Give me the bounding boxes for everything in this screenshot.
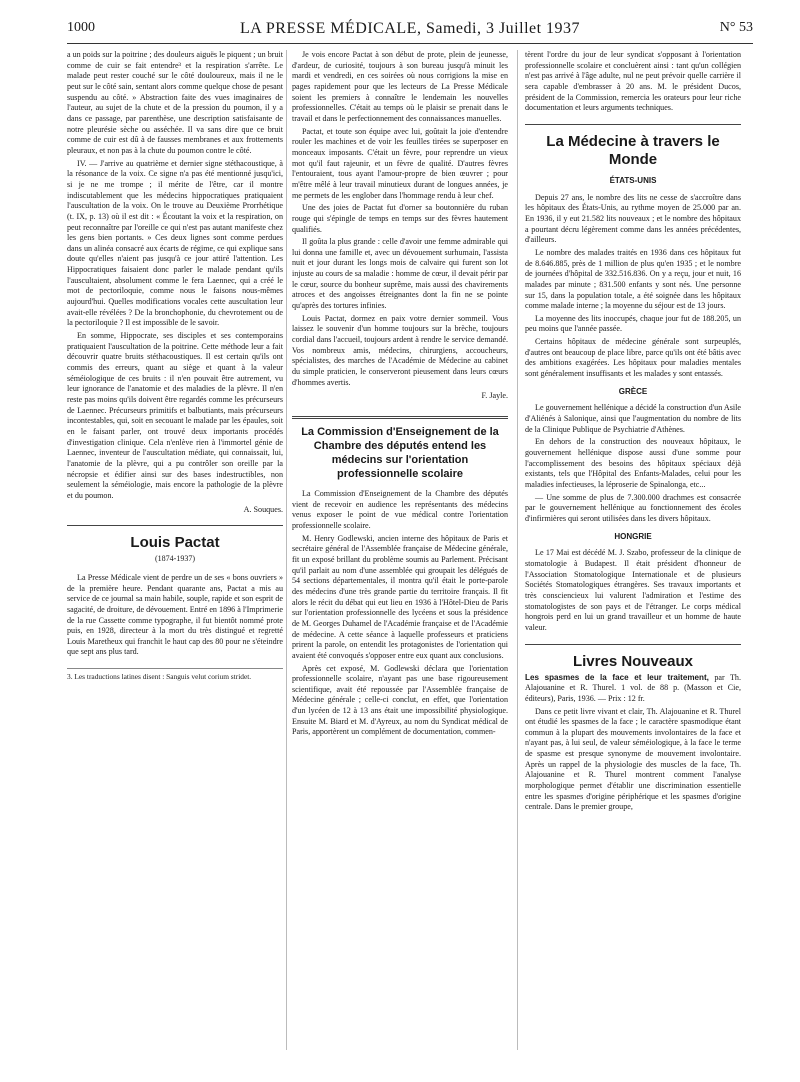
country-heading-usa: ÉTATS-UNIS	[609, 175, 657, 185]
issue-number: N° 53	[719, 20, 753, 35]
author-signature: A. Souques.	[243, 504, 283, 514]
country-heading-greece: GRÈCE	[618, 386, 648, 396]
commission-heading: La Commission d'Enseignement de la Chambre des députés entend les médecins sur l'orientation professionnelle scolaire	[301, 426, 499, 480]
paragraph: La Presse Médicale vient de perdre un de ses « bons ouvriers » de la première heure. Pendant quarante ans, Pactat a mis au service de ce journal sa main habile, souple, rapide et son esprit de sagacité, de droiture, de dévouement. Entré en 1896 à l'Imprimerie de la rue Cassette comme typographe, il fut bientôt nommé prote puis, en 1928, directeur à la mort du très distingué et regretté Louis Maretheux qui franchit le haut cap des 80 pour ne s'éteindre que sept ans plus tard.	[67, 572, 283, 657]
book-title: Les spasmes de la face et leur traitement,	[525, 672, 709, 682]
paragraph: Pactat, et toute son équipe avec lui, goûtait la joie d'entendre rouler les machines et de voir les feuilles tirées se superposer en monceaux imposants. C'était un fèvre, pour reprendre un vieux mot qu'il faut rajeunir, et un fèvre de qualité. D'autres fèvres l'entouraient, tous ayant l'amour-propre de bien œuvrer ; pour m'être mêlé à leur travail minutieux durant de longues années, je me permets de les englober dans l'hommage rendu à leur chef.	[292, 126, 508, 200]
paragraph: Après cet exposé, M. Godlewski déclara que l'orientation professionnelle scolaire, n'ayant pas une base rigoureusement scientifique, avait été repoussée par l'Assemblée française de Médecine générale ; celle-ci conclut, en effet, que l'orientation d'un lycéen de 12 à 13 ans était une impossibilité physiologique. Ensuite M. Biard et M. d'Ayreux, au nom du Syndicat médical de Paris, apportèrent un complément de documentation, commen-	[292, 663, 508, 737]
livres-heading: Livres Nouveaux	[572, 652, 694, 670]
book-entry	[525, 673, 741, 705]
author-signature: F. Jayle.	[481, 391, 508, 401]
column-1	[67, 50, 283, 684]
paragraph: IV. — J'arrive au quatrième et dernier signe stéthacoustique, à la résonance de la voix. Ce signe n'a pas été mentionné jusqu'ici, si je ne me trompe ; il mérite de l'être, car il montre indiscutablement que les médecins hippocratiques pratiquaient l'auscultation de la voix. On le trouve au Deuxième Prorrhétique (t. IX, p. 13) où il est dit : « Écoutant la voix et la respiration, on peut reconnaître par l'oreille ce qui n'est pas autant manifeste chez les gens bien portants. » Ces deux lignes sont comme perdues dans un alinéa consacré aux écarts de régime, ce qui explique sans doute qu'elles n'aient pas jusqu'à ce jour attiré l'attention. Les Hippocratiques faisaient donc parler le malade pendant qu'ils l'auscultaient, absolument comme le fera Laennec, qui a créé le mot de pectoriloquie, comme nous le faisons nous-mêmes aujourd'hui. Quelles modifications vocales cette auscultation leur avait-elle révélées ? De la bronchophonie, du chevrotement ou de la pectoriloquie ? Il est impossible de le savoir.	[67, 158, 283, 328]
page-number: 1000	[67, 20, 95, 35]
column-divider	[517, 50, 518, 1050]
obituary-dates: (1874-1937)	[155, 554, 195, 564]
paragraph: La moyenne des lits inoccupés, chaque jour fut de 188.205, un peu moins que l'année passée.	[525, 313, 741, 334]
paragraph: Dans ce petit livre vivant et clair, Th. Alajouanine et R. Thurel ont étudié les spasmes de la face ; le caractère spasmodique étant commun à la plupart des mouvements involontaires de la face et n'ayant pas, à lui seul, de valeur séméiologique, à la face le terme de spasme est presque synonyme de mouvement involontaire. Après un rappel de la physiologie des muscles de la face, Th. Alajouanine et R. Thurel montrent comment l'analyse morphologique permet d'établir une discrimination essentielle entre les spasmes d'origine périphérique et les spasmes d'origine centrale. Dans le premier groupe,	[525, 706, 741, 812]
paragraph: Certains hôpitaux de médecine générale sont surpeuplés, d'autres ont beaucoup de place libre, parce qu'ils ont été bâtis avec des ambitions exagérées. Les hôpitaux pour maladies mentales sont généralement insuffisants et les malades y sont entassés.	[525, 337, 741, 379]
paragraph: Il goûta la plus grande : celle d'avoir une femme admirable qui lui donna une famille et, avec un dévouement surhumain, l'assista nuit et jour durant les longs mois de calvaire qui furent son lot injuste au cours de sa maladie : homme de cœur, il devait périr par le cœur, source du bonheur suprême, mais aussi des chavirements atroces et des angoisses étreignantes dont la fin ne se pointe qu'après des tortures infinies.	[292, 237, 508, 311]
paragraph: Une des joies de Pactat fut d'orner sa boutonnière du ruban rouge qui s'épingle de temps en temps sur des fèvres hautement qualifiés.	[292, 203, 508, 234]
paragraph: En somme, Hippocrate, ses disciples et ses contemporains pratiquaient l'auscultation de la poitrine. Cette méthode leur a fait découvrir quatre bruits stéthacoustiques. Il est certain qu'ils ont commis des erreurs, quant au siège et quant à la valeur séméiologique de ces bruits : il n'en pouvait être autrement, vu leur ignorance de l'anatomie et des maladies de la plèvre. Il n'en reste pas moins qu'ils doivent être regardés comme les précurseurs de Laennec. Précurseurs primitifs et balbutiants, mais précurseurs incontestables, qui, soit en secouant le malade par les épaules, soit en le faisant parler, ont trouvé deux importants procédés d'investigation clinique. Cela n'enlève rien à l'immortel génie de Laennec, inventeur de l'auscultation médiate, qui connaissait, lui, l'anatomie de la plèvre, qui a pu contrôler son oreille par la nécropsie et édifier ainsi sur des bases indestructibles, non seulement la séméiologie, mais encore la pathologie de la plèvre et du poumon.	[67, 331, 283, 500]
paragraph: M. Henry Godlewski, ancien interne des hôpitaux de Paris et secrétaire général de l'Assemblée française de Médecine générale, fit un exposé brillant du problème soumis au Parlement. Précisant qu'il parlait au nom d'une assemblée qui groupait les délégués de 54 sections départementales, il montra qu'il était le porte-parole des médecins d'une très grande partie du territoire français. Il fit alors le récit du débat qui eut lieu en 1936 à l'Hôtel-Dieu de Paris sur l'orientation professionnelle des lycéens et sous la présidence de M. Georges Duhamel de l'Académie française et de l'Académie de médecine. A cette séance à laquelle professeurs et praticiens prirent la parole, on entendit les protagonistes de l'orientation qui avaient été convoqués s'opposer entre eux quant aux conclusions.	[292, 533, 508, 660]
country-heading-hungary: HONGRIE	[614, 531, 652, 541]
column-divider	[286, 50, 287, 1050]
monde-heading: La Médecine à travers le Monde	[546, 132, 720, 168]
paragraph: tèrent l'ordre du jour de leur syndicat s'opposant à l'orientation professionnelle scolaire et concluèrent ainsi : tant qu'un collégien n'est pas arrivé à l'âge adulte, nul ne peut prévoir quelle carrière il sera capable d'embrasser à 20 ans. M. le président Ducos, président de la Commission, remercia les orateurs pour leur riche documentation et leurs arguments techniques.	[525, 50, 741, 113]
paragraph: Je vois encore Pactat à son début de prote, plein de jeunesse, d'ardeur, de curiosité, toujours à son bureau jusqu'à minuit les mardi et vendredi, en ces soirées où nous corrigions la mise en pages rapidement pour que les lecteurs de La Presse Médicale soient les premiers à connaître le lendemain les nouvelles professionnelles. C'était au temps où le plaisir se prenait dans le travail et dans le perfectionnement des connaissances manuelles.	[292, 50, 508, 123]
paragraph: Le 17 Mai est décédé M. J. Szabo, professeur de la clinique de stomatologie à Budapest. Il était président d'honneur de l'Association Stomatologique Internationale et de plusieurs Sociétés Stomatologiques étrangères. Ses travaux importants et très consciencieux lui valurent l'admiration et l'estime des stomatologistes de son pays et de l'étranger. Le corps médical hongrois perd en lui un grand travailleur et un homme de haute valeur.	[525, 548, 741, 632]
section-rule	[292, 416, 508, 419]
paragraph: a un poids sur la poitrine ; des douleurs aiguës le piquent ; un bruit comme de cuir se fait entendre³ et la respiration s'arrête. Le malade peut rester couché sur le côté douloureux, mais il ne le peut sur le côté sain, sentant alors comme quelque chose de pesant suspendu au côté. » Abstraction faite des vues imaginaires de l'auteur, au sujet de la chute et de la pression du poumon, il y a dans ce passage, par parenthèse, une description satisfaisante de notre pleurésie sèche ou asséchée. Il va sans dire que ce bruit comme de cuir est dû à de fausses membranes et aux frottements pleuraux, et non pas à la chute du poumon contre le côté.	[67, 50, 283, 155]
paragraph: Le nombre des malades traités en 1936 dans ces hôpitaux fut de 8.646.885, près de 1 million de plus qu'en 1935 ; et le nombre de journées d'hôpital de 332.516.836. On y a reçu, jour et nuit, 16 malades par minute ; 831.500 enfants y sont nés. Une personne sur 15, dans la population totale, a été soignée dans les hôpitaux comme malade interne ; la moyenne du séjour est de 13 jours.	[525, 247, 741, 311]
obituary-heading: Louis Pactat	[130, 534, 220, 552]
paragraph: Le gouvernement hellénique a décidé la construction d'un Asile d'Aliénés à Salonique, ainsi que l'augmentation du nombre de lits de la Clinique Publique de Psychiatrie d'Athènes.	[525, 403, 741, 434]
page-header	[67, 20, 753, 42]
section-rule	[525, 644, 741, 645]
book-reference: par Th. Alajouanine et R. Thurel. 1 vol. de 88 p. (Masson et Cie, éditeurs), Paris, 1936. — Prix : 12 fr.	[525, 672, 741, 703]
header-rule	[67, 43, 753, 44]
paragraph: — Une somme de plus de 7.300.000 drachmes est consacrée par le gouvernement hellénique au fonctionnement des écoles d'infirmières qui seront utilisées dans les divers hôpitaux.	[525, 492, 741, 523]
section-rule	[67, 525, 283, 526]
journal-title: LA PRESSE MÉDICALE, Samedi, 3 Juillet 1937	[239, 20, 581, 37]
footnote: 3. Les traductions latines disent : Sanguis velut corium stridet.	[67, 668, 283, 682]
paragraph: Louis Pactat, dormez en paix votre dernier sommeil. Vous laissez le souvenir d'un homme toujours sur la brèche, toujours cordial dans l'accueil, toujours ardent à rendre le service demandé. Vos nombreux amis, médecins, chirurgiens, accoucheurs, spécialistes, des marches de l'Académie de Médecine au cabinet du simple praticien, le conserveront pieusement dans leurs cœurs d'hommes avertis.	[292, 313, 508, 387]
paragraph: La Commission d'Enseignement de la Chambre des députés vient de recevoir en audience les représentants des médecins venus exposer le point de vue médical contre l'orientation professionnelle scolaire.	[292, 489, 508, 530]
section-rule	[525, 124, 741, 125]
column-3	[525, 50, 741, 815]
paragraph: En dehors de la construction des nouveaux hôpitaux, le gouvernement hellénique dispose aussi d'une somme pour l'accomplissement des besoins des hôpitaux spéciaux déjà existants, tels que l'Hôpital des Enfants-Malades, celui pour les maladies infectieuses, la léproserie de Spinalonga, etc...	[525, 437, 741, 489]
column-2	[292, 50, 508, 740]
paragraph: Depuis 27 ans, le nombre des lits ne cesse de s'accroître dans les hôpitaux des États-Unis, au rythme moyen de 25.000 par an. En 1936, il y eut 21.582 lits nouveaux ; et le nombre des hôpitaux a pourtant décru légèrement comme dans les années précédentes, d'ailleurs.	[525, 192, 741, 245]
